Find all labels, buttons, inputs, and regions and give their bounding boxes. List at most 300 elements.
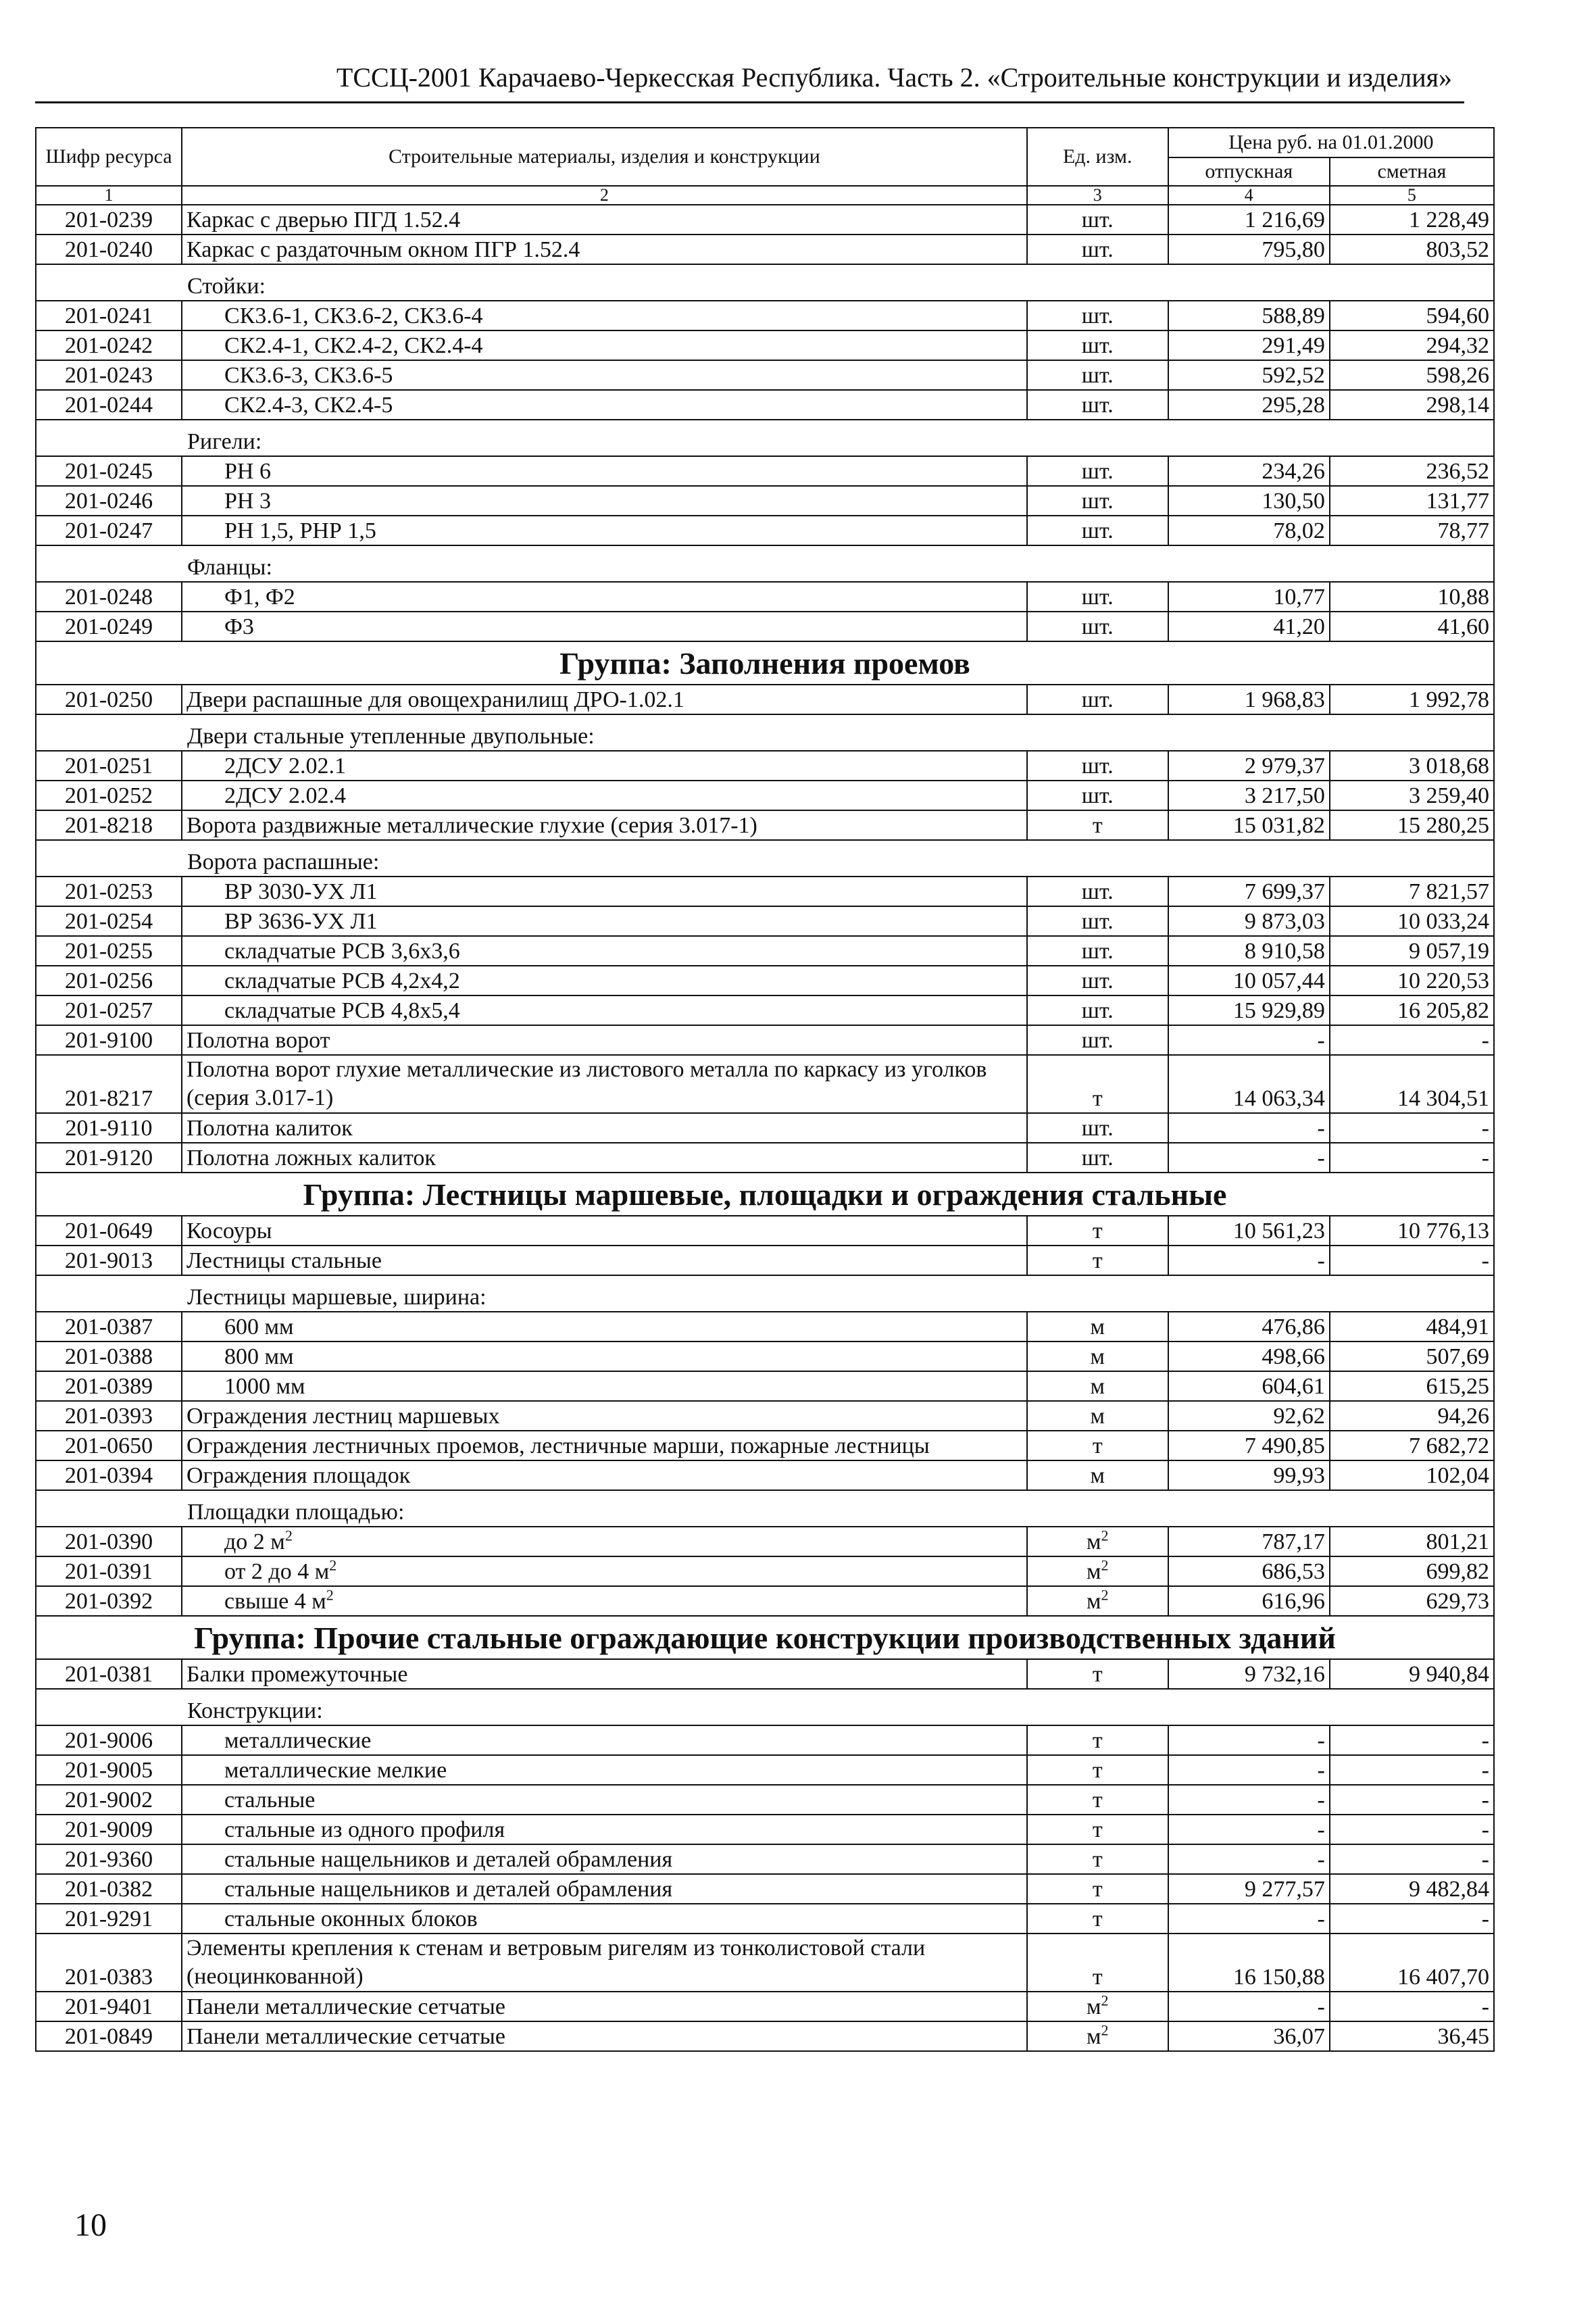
estimate-price: - bbox=[1330, 1815, 1494, 1844]
material-name-text: СК3.6-1, СК3.6-2, СК3.6-4 bbox=[224, 303, 483, 328]
estimate-price: 16 407,70 bbox=[1330, 1934, 1494, 1992]
release-price: 10 561,23 bbox=[1168, 1216, 1330, 1246]
unit-superscript: 2 bbox=[1101, 2021, 1109, 2039]
material-name bbox=[182, 2021, 1027, 2051]
unit-text: т bbox=[1092, 813, 1103, 838]
release-price: - bbox=[1168, 1246, 1330, 1275]
estimate-price: 236,52 bbox=[1330, 456, 1494, 486]
material-name bbox=[182, 1874, 1027, 1904]
material-name bbox=[182, 1401, 1027, 1431]
material-name bbox=[182, 751, 1027, 781]
material-name bbox=[182, 1556, 1027, 1586]
estimate-price: 294,32 bbox=[1330, 330, 1494, 360]
material-name-text: Панели металлические сетчатые bbox=[186, 2024, 505, 2049]
material-name bbox=[182, 1586, 1027, 1616]
resource-code: 201-0650 bbox=[36, 1431, 182, 1460]
table-row bbox=[36, 751, 1494, 781]
unit-text: т bbox=[1092, 1965, 1103, 1990]
group-heading-row bbox=[36, 641, 1494, 685]
material-name bbox=[182, 1755, 1027, 1785]
table-row bbox=[36, 1401, 1494, 1431]
unit-of-measure bbox=[1027, 906, 1168, 936]
release-price: 498,66 bbox=[1168, 1341, 1330, 1371]
resource-code: 201-0246 bbox=[36, 486, 182, 516]
resource-code: 201-0382 bbox=[36, 1874, 182, 1904]
unit-text: м bbox=[1090, 1374, 1105, 1399]
estimate-price: 94,26 bbox=[1330, 1401, 1494, 1431]
unit-text: шт. bbox=[1081, 939, 1114, 964]
resource-code: 201-8218 bbox=[36, 810, 182, 840]
release-price: 234,26 bbox=[1168, 456, 1330, 486]
release-price: 41,20 bbox=[1168, 612, 1330, 641]
resource-code: 201-0383 bbox=[36, 1934, 182, 1992]
table-row bbox=[36, 456, 1494, 486]
material-name bbox=[182, 1934, 1027, 1992]
unit-of-measure bbox=[1027, 1401, 1168, 1431]
material-name bbox=[182, 936, 1027, 966]
unit-of-measure bbox=[1027, 1844, 1168, 1874]
material-name-text: Полотна ложных калиток bbox=[186, 1146, 436, 1171]
unit-of-measure bbox=[1027, 1659, 1168, 1689]
header-rule bbox=[35, 101, 1464, 103]
material-name-text: 2ДСУ 2.02.1 bbox=[224, 754, 346, 779]
estimate-price: 801,21 bbox=[1330, 1527, 1494, 1556]
release-price: 686,53 bbox=[1168, 1556, 1330, 1586]
subheading: Стойки: bbox=[36, 264, 1494, 301]
material-name-superscript: 2 bbox=[329, 1556, 337, 1574]
estimate-price: 15 280,25 bbox=[1330, 810, 1494, 840]
release-price: - bbox=[1168, 1992, 1330, 2021]
unit-text: шт. bbox=[1081, 363, 1114, 388]
unit-of-measure bbox=[1027, 1216, 1168, 1246]
unit-of-measure bbox=[1027, 2021, 1168, 2051]
estimate-price: 10,88 bbox=[1330, 582, 1494, 612]
material-name-text: Ограждения лестниц маршевых bbox=[186, 1404, 500, 1429]
resource-code: 201-9401 bbox=[36, 1992, 182, 2021]
col-number-3: 3 bbox=[1027, 186, 1168, 205]
price-table-body bbox=[36, 205, 1494, 2051]
unit-of-measure bbox=[1027, 1725, 1168, 1755]
material-name-text: стальные оконных блоков bbox=[224, 1906, 478, 1931]
release-price: 291,49 bbox=[1168, 330, 1330, 360]
release-price: 604,61 bbox=[1168, 1371, 1330, 1401]
table-row bbox=[36, 582, 1494, 612]
material-name-text: Ф1, Ф2 bbox=[224, 585, 295, 610]
group-heading: Группа: Лестницы маршевые, площадки и ограждения стальные bbox=[36, 1173, 1494, 1216]
unit-text: м bbox=[1086, 2024, 1101, 2049]
resource-code: 201-9006 bbox=[36, 1725, 182, 1755]
table-row bbox=[36, 1785, 1494, 1815]
resource-code: 201-0392 bbox=[36, 1586, 182, 1616]
col-number-1: 1 bbox=[36, 186, 182, 205]
material-name-text: СК3.6-3, СК3.6-5 bbox=[224, 363, 393, 388]
material-name bbox=[182, 1659, 1027, 1689]
resource-code: 201-9005 bbox=[36, 1755, 182, 1785]
release-price: - bbox=[1168, 1904, 1330, 1934]
col-header-price-group: Цена руб. на 01.01.2000 bbox=[1168, 128, 1494, 157]
estimate-price: 629,73 bbox=[1330, 1586, 1494, 1616]
table-row bbox=[36, 205, 1494, 235]
table-row bbox=[36, 810, 1494, 840]
estimate-price: - bbox=[1330, 1113, 1494, 1143]
release-price: 99,93 bbox=[1168, 1460, 1330, 1490]
estimate-price: 298,14 bbox=[1330, 390, 1494, 420]
material-name-text: Ворота раздвижные металлические глухие (серия 3.017-1) bbox=[186, 813, 757, 838]
table-row bbox=[36, 1934, 1494, 1992]
material-name-text: складчатые РСВ 3,6х3,6 bbox=[224, 939, 460, 964]
material-name bbox=[182, 877, 1027, 906]
table-row bbox=[36, 1992, 1494, 2021]
table-row bbox=[36, 1527, 1494, 1556]
estimate-price: 507,69 bbox=[1330, 1341, 1494, 1371]
unit-of-measure bbox=[1027, 1312, 1168, 1341]
release-price: 3 217,50 bbox=[1168, 781, 1330, 810]
resource-code: 201-0250 bbox=[36, 685, 182, 714]
subheading-row bbox=[36, 545, 1494, 582]
material-name bbox=[182, 456, 1027, 486]
table-row bbox=[36, 685, 1494, 714]
unit-text: шт. bbox=[1081, 393, 1114, 418]
material-name bbox=[182, 612, 1027, 641]
material-name bbox=[182, 810, 1027, 840]
material-name-text: стальные из одного профиля bbox=[224, 1817, 505, 1842]
unit-text: м bbox=[1090, 1463, 1105, 1488]
estimate-price: 699,82 bbox=[1330, 1556, 1494, 1586]
material-name bbox=[182, 995, 1027, 1025]
estimate-price: 1 228,49 bbox=[1330, 205, 1494, 235]
resource-code: 201-9100 bbox=[36, 1025, 182, 1055]
material-name bbox=[182, 1113, 1027, 1143]
estimate-price: 102,04 bbox=[1330, 1460, 1494, 1490]
subheading: Ворота распашные: bbox=[36, 840, 1494, 877]
subheading-row bbox=[36, 1490, 1494, 1527]
estimate-price: - bbox=[1330, 1844, 1494, 1874]
unit-text: шт. bbox=[1081, 459, 1114, 484]
price-table bbox=[35, 127, 1495, 2052]
material-name bbox=[182, 1725, 1027, 1755]
unit-text: т bbox=[1092, 1662, 1103, 1687]
unit-text: м bbox=[1090, 1314, 1105, 1339]
release-price: 10 057,44 bbox=[1168, 966, 1330, 995]
resource-code: 201-0254 bbox=[36, 906, 182, 936]
resource-code: 201-8217 bbox=[36, 1055, 182, 1113]
unit-text: т bbox=[1092, 1877, 1103, 1902]
table-row bbox=[36, 1246, 1494, 1275]
material-name bbox=[182, 1025, 1027, 1055]
material-name-text: до 2 м bbox=[224, 1529, 285, 1554]
unit-of-measure bbox=[1027, 966, 1168, 995]
unit-of-measure bbox=[1027, 936, 1168, 966]
estimate-price: 41,60 bbox=[1330, 612, 1494, 641]
material-name bbox=[182, 685, 1027, 714]
estimate-price: - bbox=[1330, 1025, 1494, 1055]
unit-text: шт. bbox=[1081, 333, 1114, 358]
unit-of-measure bbox=[1027, 456, 1168, 486]
estimate-price: 78,77 bbox=[1330, 516, 1494, 545]
estimate-price: 9 482,84 bbox=[1330, 1874, 1494, 1904]
material-name-text: СК2.4-1, СК2.4-2, СК2.4-4 bbox=[224, 333, 483, 358]
estimate-price: - bbox=[1330, 1143, 1494, 1173]
material-name bbox=[182, 1371, 1027, 1401]
unit-text: м bbox=[1086, 1994, 1101, 2019]
unit-text: шт. bbox=[1081, 237, 1114, 262]
unit-text: м bbox=[1086, 1589, 1101, 1614]
release-price: 795,80 bbox=[1168, 235, 1330, 264]
col-header-estimate: сметная bbox=[1330, 157, 1494, 186]
resource-code: 201-0239 bbox=[36, 205, 182, 235]
release-price: 592,52 bbox=[1168, 360, 1330, 390]
material-name bbox=[182, 516, 1027, 545]
table-row bbox=[36, 936, 1494, 966]
subheading: Фланцы: bbox=[36, 545, 1494, 582]
table-row bbox=[36, 1755, 1494, 1785]
resource-code: 201-9291 bbox=[36, 1904, 182, 1934]
material-name-text: стальные нащельников и деталей обрамления bbox=[224, 1877, 673, 1902]
unit-text: шт. bbox=[1081, 1116, 1114, 1141]
release-price: 15 929,89 bbox=[1168, 995, 1330, 1025]
col-header-unit: Ед. изм. bbox=[1027, 128, 1168, 186]
unit-text: шт. bbox=[1081, 207, 1114, 232]
resource-code: 201-0248 bbox=[36, 582, 182, 612]
estimate-price: 3 018,68 bbox=[1330, 751, 1494, 781]
unit-of-measure bbox=[1027, 1143, 1168, 1173]
material-name bbox=[182, 1785, 1027, 1815]
table-row bbox=[36, 1815, 1494, 1844]
estimate-price: 9 940,84 bbox=[1330, 1659, 1494, 1689]
unit-of-measure bbox=[1027, 1815, 1168, 1844]
estimate-price: 7 821,57 bbox=[1330, 877, 1494, 906]
unit-superscript: 2 bbox=[1101, 1556, 1109, 1574]
material-name-text: 1000 мм bbox=[224, 1374, 305, 1399]
material-name bbox=[182, 1992, 1027, 2021]
resource-code: 201-0243 bbox=[36, 360, 182, 390]
estimate-price: 1 992,78 bbox=[1330, 685, 1494, 714]
unit-of-measure bbox=[1027, 1055, 1168, 1113]
release-price: 1 216,69 bbox=[1168, 205, 1330, 235]
unit-text: шт. bbox=[1081, 879, 1114, 904]
unit-of-measure bbox=[1027, 360, 1168, 390]
table-row bbox=[36, 966, 1494, 995]
material-name-text: 600 мм bbox=[224, 1314, 294, 1339]
unit-text: м bbox=[1086, 1529, 1101, 1554]
release-price: - bbox=[1168, 1025, 1330, 1055]
unit-of-measure bbox=[1027, 1755, 1168, 1785]
table-row bbox=[36, 486, 1494, 516]
resource-code: 201-0391 bbox=[36, 1556, 182, 1586]
group-heading: Группа: Заполнения проемов bbox=[36, 641, 1494, 685]
resource-code: 201-0256 bbox=[36, 966, 182, 995]
subheading-row bbox=[36, 264, 1494, 301]
unit-of-measure bbox=[1027, 781, 1168, 810]
group-heading-row bbox=[36, 1616, 1494, 1659]
estimate-price: 9 057,19 bbox=[1330, 936, 1494, 966]
material-name-text: металлические мелкие bbox=[224, 1758, 447, 1783]
subheading: Двери стальные утепленные двупольные: bbox=[36, 714, 1494, 751]
material-name-text: РН 1,5, РНР 1,5 bbox=[224, 518, 376, 543]
release-price: 15 031,82 bbox=[1168, 810, 1330, 840]
unit-text: т bbox=[1092, 1847, 1103, 1872]
material-name-text: складчатые РСВ 4,2х4,2 bbox=[224, 968, 460, 993]
resource-code: 201-0394 bbox=[36, 1460, 182, 1490]
material-name bbox=[182, 390, 1027, 420]
subheading: Площадки площадью: bbox=[36, 1490, 1494, 1527]
unit-of-measure bbox=[1027, 486, 1168, 516]
table-row bbox=[36, 1341, 1494, 1371]
unit-superscript: 2 bbox=[1101, 1586, 1109, 1604]
table-row bbox=[36, 781, 1494, 810]
release-price: 1 968,83 bbox=[1168, 685, 1330, 714]
resource-code: 201-0257 bbox=[36, 995, 182, 1025]
material-name-text: Полотна калиток bbox=[186, 1116, 353, 1141]
material-name bbox=[182, 1460, 1027, 1490]
table-row bbox=[36, 1143, 1494, 1173]
resource-code: 201-0241 bbox=[36, 301, 182, 330]
release-price: - bbox=[1168, 1113, 1330, 1143]
table-row bbox=[36, 1586, 1494, 1616]
material-name-text: РН 6 bbox=[224, 459, 271, 484]
material-name-text: Двери распашные для овощехранилищ ДРО-1.02.1 bbox=[186, 687, 684, 712]
material-name-text: 800 мм bbox=[224, 1344, 294, 1369]
estimate-price: 10 033,24 bbox=[1330, 906, 1494, 936]
resource-code: 201-0389 bbox=[36, 1371, 182, 1401]
release-price: 7 699,37 bbox=[1168, 877, 1330, 906]
unit-of-measure bbox=[1027, 1025, 1168, 1055]
release-price: 92,62 bbox=[1168, 1401, 1330, 1431]
material-name bbox=[182, 1216, 1027, 1246]
col-header-code: Шифр ресурса bbox=[36, 128, 182, 186]
unit-of-measure bbox=[1027, 1460, 1168, 1490]
unit-text: шт. bbox=[1081, 687, 1114, 712]
estimate-price: 131,77 bbox=[1330, 486, 1494, 516]
unit-text: шт. bbox=[1081, 585, 1114, 610]
estimate-price: 803,52 bbox=[1330, 235, 1494, 264]
table-row bbox=[36, 1216, 1494, 1246]
unit-of-measure bbox=[1027, 1904, 1168, 1934]
unit-text: т bbox=[1092, 1817, 1103, 1842]
release-price: - bbox=[1168, 1755, 1330, 1785]
unit-of-measure bbox=[1027, 751, 1168, 781]
resource-code: 201-0255 bbox=[36, 936, 182, 966]
estimate-price: - bbox=[1330, 1246, 1494, 1275]
table-row bbox=[36, 1431, 1494, 1460]
subheading-row bbox=[36, 714, 1494, 751]
table-row bbox=[36, 1556, 1494, 1586]
resource-code: 201-0388 bbox=[36, 1341, 182, 1371]
unit-of-measure bbox=[1027, 582, 1168, 612]
material-name bbox=[182, 1844, 1027, 1874]
resource-code: 201-0253 bbox=[36, 877, 182, 906]
material-name bbox=[182, 486, 1027, 516]
release-price: 78,02 bbox=[1168, 516, 1330, 545]
unit-superscript: 2 bbox=[1101, 1992, 1109, 2009]
unit-text: м bbox=[1090, 1404, 1105, 1429]
release-price: 14 063,34 bbox=[1168, 1055, 1330, 1113]
unit-text: шт. bbox=[1081, 783, 1114, 808]
table-row bbox=[36, 1844, 1494, 1874]
table-row bbox=[36, 235, 1494, 264]
table-row bbox=[36, 1904, 1494, 1934]
resource-code: 201-0381 bbox=[36, 1659, 182, 1689]
estimate-price: 615,25 bbox=[1330, 1371, 1494, 1401]
unit-text: м bbox=[1090, 1344, 1105, 1369]
table-row bbox=[36, 877, 1494, 906]
material-name bbox=[182, 1143, 1027, 1173]
subheading-row bbox=[36, 840, 1494, 877]
unit-text: т bbox=[1092, 1086, 1103, 1111]
estimate-price: 484,91 bbox=[1330, 1312, 1494, 1341]
resource-code: 201-0242 bbox=[36, 330, 182, 360]
subheading-row bbox=[36, 1275, 1494, 1312]
material-name-text: Полотна ворот bbox=[186, 1028, 330, 1053]
estimate-price: 10 220,53 bbox=[1330, 966, 1494, 995]
table-row bbox=[36, 1659, 1494, 1689]
estimate-price: 3 259,40 bbox=[1330, 781, 1494, 810]
table-row bbox=[36, 2021, 1494, 2051]
table-row bbox=[36, 1460, 1494, 1490]
material-name-text: складчатые РСВ 4,8х5,4 bbox=[224, 998, 460, 1023]
unit-of-measure bbox=[1027, 1992, 1168, 2021]
table-row bbox=[36, 1874, 1494, 1904]
unit-text: т bbox=[1092, 1788, 1103, 1813]
resource-code: 201-9009 bbox=[36, 1815, 182, 1844]
material-name bbox=[182, 1312, 1027, 1341]
release-price: 9 732,16 bbox=[1168, 1659, 1330, 1689]
release-price: 787,17 bbox=[1168, 1527, 1330, 1556]
unit-of-measure bbox=[1027, 1586, 1168, 1616]
unit-text: т bbox=[1092, 1433, 1103, 1458]
material-name bbox=[182, 1527, 1027, 1556]
unit-of-measure bbox=[1027, 1785, 1168, 1815]
estimate-price: - bbox=[1330, 1992, 1494, 2021]
material-name-text: Элементы крепления к стенам и ветровым ригелям из тонколистовой стали (неоцинкованной) bbox=[186, 1936, 926, 1989]
material-name-text: Каркас с раздаточным окном ПГР 1.52.4 bbox=[186, 237, 580, 262]
table-row bbox=[36, 1055, 1494, 1113]
unit-text: шт. bbox=[1081, 518, 1114, 543]
release-price: 9 277,57 bbox=[1168, 1874, 1330, 1904]
material-name bbox=[182, 330, 1027, 360]
unit-of-measure bbox=[1027, 1934, 1168, 1992]
table-row bbox=[36, 1312, 1494, 1341]
subheading-row bbox=[36, 1689, 1494, 1725]
release-price: 7 490,85 bbox=[1168, 1431, 1330, 1460]
unit-of-measure bbox=[1027, 1431, 1168, 1460]
table-row bbox=[36, 330, 1494, 360]
release-price: - bbox=[1168, 1785, 1330, 1815]
subheading: Ригели: bbox=[36, 420, 1494, 456]
material-name-superscript: 2 bbox=[326, 1586, 334, 1604]
unit-text: т bbox=[1092, 1758, 1103, 1783]
table-row bbox=[36, 1725, 1494, 1755]
estimate-price: 598,26 bbox=[1330, 360, 1494, 390]
table-row bbox=[36, 301, 1494, 330]
col-number-5: 5 bbox=[1330, 186, 1494, 205]
unit-text: т bbox=[1092, 1248, 1103, 1273]
unit-text: шт. bbox=[1081, 754, 1114, 779]
table-row bbox=[36, 995, 1494, 1025]
material-name-superscript: 2 bbox=[284, 1527, 293, 1544]
resource-code: 201-0393 bbox=[36, 1401, 182, 1431]
unit-of-measure bbox=[1027, 1527, 1168, 1556]
material-name bbox=[182, 582, 1027, 612]
material-name-text: ВР 3030-УХ Л1 bbox=[224, 879, 378, 904]
table-row bbox=[36, 360, 1494, 390]
resource-code: 201-0244 bbox=[36, 390, 182, 420]
resource-code: 201-0251 bbox=[36, 751, 182, 781]
material-name-text: Ограждения лестничных проемов, лестничные марши, пожарные лестницы bbox=[186, 1433, 930, 1458]
release-price: 476,86 bbox=[1168, 1312, 1330, 1341]
material-name-text: Балки промежуточные bbox=[186, 1662, 408, 1687]
material-name-text: Панели металлические сетчатые bbox=[186, 1994, 505, 2019]
